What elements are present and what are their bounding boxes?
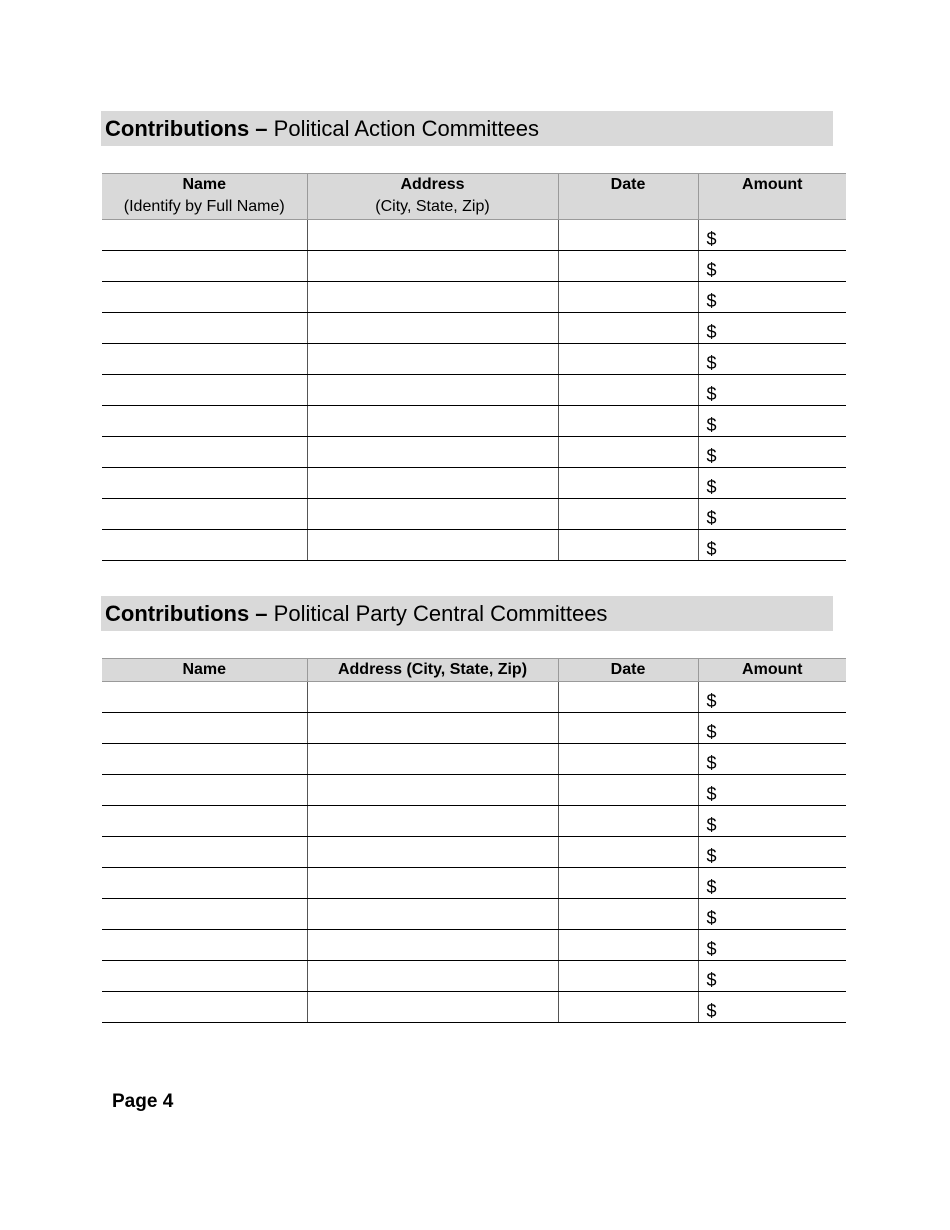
date-cell[interactable]	[558, 837, 698, 868]
table-row	[102, 437, 846, 468]
name-cell[interactable]	[102, 775, 307, 806]
section-title-bold: Contributions –	[105, 116, 268, 141]
table-row	[102, 837, 846, 868]
table-row	[102, 992, 846, 1023]
amount-cell[interactable]: $	[698, 530, 846, 561]
section-title-pac	[101, 111, 833, 146]
table-row	[102, 344, 846, 375]
address-cell[interactable]	[307, 775, 558, 806]
address-cell[interactable]	[307, 682, 558, 713]
amount-cell[interactable]: $	[698, 406, 846, 437]
name-cell[interactable]	[102, 251, 307, 282]
table-row	[102, 775, 846, 806]
date-cell[interactable]	[558, 220, 698, 251]
date-cell[interactable]	[558, 406, 698, 437]
address-cell[interactable]	[307, 530, 558, 561]
table-row	[102, 406, 846, 437]
address-cell[interactable]	[307, 868, 558, 899]
date-cell[interactable]	[558, 992, 698, 1023]
amount-cell[interactable]: $	[698, 992, 846, 1023]
column-header-address-label: Address	[400, 176, 465, 193]
amount-cell[interactable]: $	[698, 899, 846, 930]
column-header-amount: Amount	[698, 659, 846, 682]
date-cell[interactable]	[558, 806, 698, 837]
date-cell[interactable]	[558, 775, 698, 806]
address-cell[interactable]	[307, 744, 558, 775]
amount-cell[interactable]: $	[698, 806, 846, 837]
name-cell[interactable]	[102, 468, 307, 499]
table-row	[102, 744, 846, 775]
column-header-name	[102, 174, 307, 220]
name-cell[interactable]	[102, 899, 307, 930]
date-cell[interactable]	[558, 744, 698, 775]
amount-cell[interactable]: $	[698, 375, 846, 406]
table-row	[102, 806, 846, 837]
column-header-amount: Amount	[698, 174, 846, 220]
date-cell[interactable]	[558, 344, 698, 375]
amount-cell[interactable]: $	[698, 868, 846, 899]
address-cell[interactable]	[307, 713, 558, 744]
table-row	[102, 868, 846, 899]
column-header-address: Address (City, State, Zip)	[307, 659, 558, 682]
name-cell[interactable]	[102, 437, 307, 468]
table-row	[102, 251, 846, 282]
amount-cell[interactable]: $	[698, 437, 846, 468]
section-title-text: Political Action Committees	[267, 116, 539, 141]
table-row	[102, 530, 846, 561]
name-cell[interactable]	[102, 713, 307, 744]
date-cell[interactable]	[558, 961, 698, 992]
page-number: Page 4	[112, 1091, 174, 1112]
amount-cell[interactable]: $	[698, 930, 846, 961]
name-cell[interactable]	[102, 837, 307, 868]
amount-cell[interactable]: $	[698, 499, 846, 530]
name-cell[interactable]	[102, 930, 307, 961]
name-cell[interactable]	[102, 868, 307, 899]
name-cell[interactable]	[102, 806, 307, 837]
address-cell[interactable]	[307, 313, 558, 344]
column-header-name-label: Name	[182, 176, 227, 193]
address-cell[interactable]	[307, 251, 558, 282]
name-cell[interactable]	[102, 744, 307, 775]
section-title-bold: Contributions –	[105, 601, 268, 626]
section-title-party-committees	[101, 596, 833, 631]
table-row	[102, 682, 846, 713]
amount-cell[interactable]: $	[698, 251, 846, 282]
date-cell[interactable]	[558, 868, 698, 899]
address-cell[interactable]	[307, 437, 558, 468]
name-cell[interactable]	[102, 499, 307, 530]
table-row	[102, 313, 846, 344]
table-row	[102, 220, 846, 251]
amount-cell[interactable]: $	[698, 713, 846, 744]
amount-cell[interactable]: $	[698, 468, 846, 499]
name-cell[interactable]	[102, 313, 307, 344]
address-cell[interactable]	[307, 282, 558, 313]
table-row	[102, 930, 846, 961]
table-row	[102, 282, 846, 313]
table-row	[102, 713, 846, 744]
date-cell[interactable]	[558, 282, 698, 313]
address-cell[interactable]	[307, 899, 558, 930]
address-cell[interactable]	[307, 499, 558, 530]
name-cell[interactable]	[102, 530, 307, 561]
column-header-address	[307, 174, 558, 220]
amount-cell[interactable]: $	[698, 682, 846, 713]
address-cell[interactable]	[307, 344, 558, 375]
amount-cell[interactable]: $	[698, 744, 846, 775]
date-cell[interactable]	[558, 530, 698, 561]
section-title-text: Political Party Central Committees	[267, 601, 608, 626]
date-cell[interactable]	[558, 468, 698, 499]
column-header-date: Date	[558, 174, 698, 220]
amount-cell[interactable]: $	[698, 220, 846, 251]
amount-cell[interactable]: $	[698, 344, 846, 375]
name-cell[interactable]	[102, 961, 307, 992]
amount-cell[interactable]: $	[698, 775, 846, 806]
address-cell[interactable]	[307, 837, 558, 868]
name-cell[interactable]	[102, 682, 307, 713]
name-cell[interactable]	[102, 344, 307, 375]
address-cell[interactable]	[307, 468, 558, 499]
pac-contributions-table	[102, 173, 846, 561]
date-cell[interactable]	[558, 899, 698, 930]
table-row	[102, 961, 846, 992]
address-cell[interactable]	[307, 992, 558, 1023]
name-cell[interactable]	[102, 220, 307, 251]
date-cell[interactable]	[558, 930, 698, 961]
column-header-name: Name	[102, 659, 307, 682]
date-cell[interactable]	[558, 437, 698, 468]
table-header-row	[102, 659, 846, 682]
amount-cell[interactable]: $	[698, 837, 846, 868]
table-row	[102, 468, 846, 499]
table-row	[102, 375, 846, 406]
party-committee-contributions-table	[102, 658, 846, 1023]
table-row	[102, 499, 846, 530]
address-cell[interactable]	[307, 806, 558, 837]
name-cell[interactable]	[102, 992, 307, 1023]
table-header-row	[102, 174, 846, 220]
date-cell[interactable]	[558, 713, 698, 744]
date-cell[interactable]	[558, 375, 698, 406]
date-cell[interactable]	[558, 251, 698, 282]
address-cell[interactable]	[307, 375, 558, 406]
date-cell[interactable]	[558, 313, 698, 344]
table-row	[102, 899, 846, 930]
date-cell[interactable]	[558, 499, 698, 530]
name-cell[interactable]	[102, 375, 307, 406]
amount-cell[interactable]: $	[698, 282, 846, 313]
amount-cell[interactable]: $	[698, 313, 846, 344]
column-header-date: Date	[558, 659, 698, 682]
address-cell[interactable]	[307, 930, 558, 961]
date-cell[interactable]	[558, 682, 698, 713]
address-cell[interactable]	[307, 406, 558, 437]
amount-cell[interactable]: $	[698, 961, 846, 992]
column-header-address-sublabel: (City, State, Zip)	[375, 198, 490, 215]
column-header-name-sublabel: (Identify by Full Name)	[123, 198, 285, 215]
name-cell[interactable]	[102, 406, 307, 437]
name-cell[interactable]	[102, 282, 307, 313]
address-cell[interactable]	[307, 220, 558, 251]
address-cell[interactable]	[307, 961, 558, 992]
